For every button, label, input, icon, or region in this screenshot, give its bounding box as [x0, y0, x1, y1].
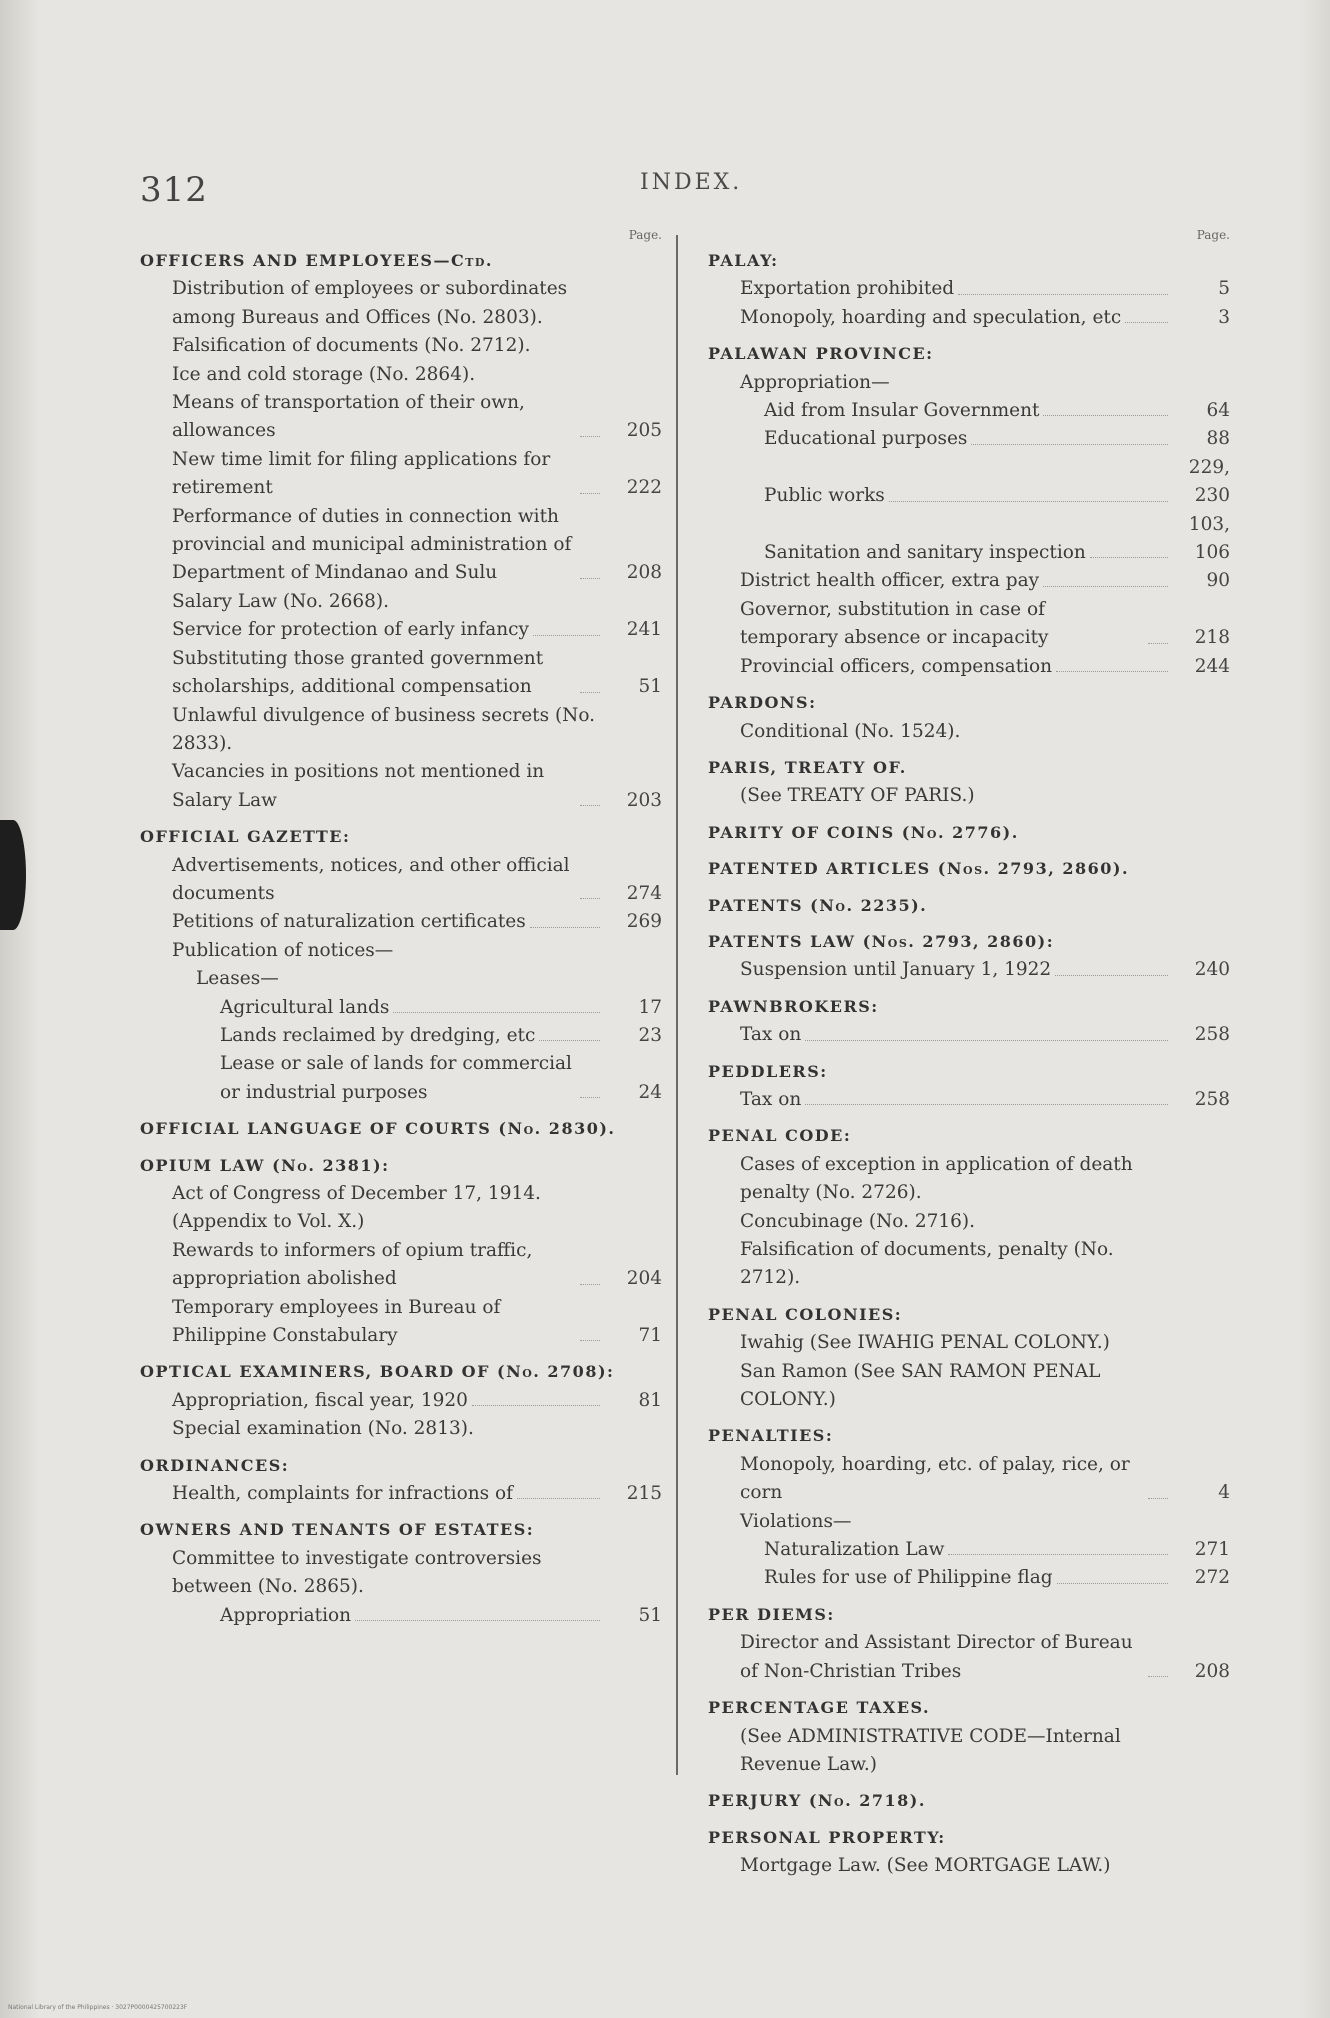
index-subentry: [708, 397, 1230, 425]
index-heading: OFFICIAL LANGUAGE OF COURTS (No. 2830).: [140, 1119, 616, 1139]
leader-dots: [580, 436, 600, 437]
index-subentry: [708, 567, 1230, 595]
subentry-text: New time limit for filing applications for retirement: [172, 448, 551, 499]
page-reference: 3: [1218, 306, 1230, 328]
page-reference: 258: [1194, 1024, 1230, 1046]
page-reference: 24: [638, 1081, 662, 1103]
page-reference: 274: [626, 882, 662, 904]
index-subentry: (See ADMINISTRATIVE CODE—Internal Revenue Law.): [740, 1725, 1121, 1775]
page-reference: 269: [626, 911, 662, 933]
subentry-text: Director and Assistant Director of Bureau of Non-Christian Tribes: [740, 1632, 1133, 1682]
subentry-text: Sanitation and sanitary inspection: [764, 542, 1086, 564]
index-subentry: Committee to investigate controversies between (No. 2865).: [172, 1547, 542, 1598]
index-subentry: [140, 994, 662, 1022]
index-subentry: [140, 1480, 662, 1508]
subentry-text: Appropriation: [220, 1604, 352, 1626]
subentry-text: Means of transportation of their own, allowances: [172, 392, 525, 442]
index-subentry: Falsification of documents (No. 2712).: [172, 335, 531, 357]
index-subentry: Mortgage Law. (See MORTGAGE LAW.): [740, 1855, 1111, 1877]
subentry-text: Lease or sale of lands for commercial or industrial purposes: [220, 1053, 572, 1103]
page-reference: 88: [1206, 428, 1230, 450]
entry-gap: [708, 746, 1230, 754]
leader-dots: [530, 927, 600, 928]
page-shadow-left: [0, 0, 40, 2018]
index-heading: PATENTS (No. 2235).: [708, 895, 928, 915]
index-subentry: Act of Congress of December 17, 1914. (Appendix to Vol. X.): [172, 1183, 541, 1233]
leader-dots: [1148, 1498, 1168, 1499]
entry-gap: [708, 920, 1230, 928]
index-subentry: [708, 1564, 1230, 1592]
page-reference: 208: [1194, 1660, 1230, 1682]
page-reference: 4: [1218, 1482, 1230, 1504]
page-reference: 51: [638, 676, 662, 698]
leader-dots: [889, 501, 1168, 502]
entry-gap: [708, 1779, 1230, 1787]
index-subentry: [140, 1294, 662, 1351]
index-subentry: [140, 503, 662, 588]
column-divider: [676, 235, 678, 1775]
subentry-text: Suspension until January 1, 1922: [740, 959, 1052, 981]
leader-dots: [1055, 975, 1168, 976]
index-heading: PARITY OF COINS (No. 2776).: [708, 822, 1019, 842]
index-heading: PARDONS:: [708, 693, 817, 713]
page-reference: 17: [638, 996, 662, 1018]
leader-dots: [958, 294, 1168, 295]
index-entries-left: [140, 225, 662, 1630]
leader-dots: [580, 805, 600, 806]
leader-dots: [805, 1040, 1168, 1041]
page-shadow-right: [1300, 0, 1330, 2018]
entry-gap: [140, 1107, 662, 1115]
index-subentry: [708, 454, 1230, 511]
index-subentry: Cases of exception in application of death penalty (No. 2726).: [740, 1153, 1133, 1204]
index-heading: OFFICIAL GAZETTE:: [140, 827, 351, 847]
subentry-text: Substituting those granted government scholarships, additional compensation: [172, 647, 544, 698]
subentry-text: Governor, substitution in case of temporary absence or incapacity: [740, 598, 1049, 649]
subentry-text: Naturalization Law: [764, 1539, 945, 1561]
page-reference: 103, 106: [1188, 513, 1230, 564]
index-subentry: [140, 389, 662, 446]
index-subentry: Distribution of employees or subordinates among Bureaus and Offices (No. 2803).: [172, 278, 568, 328]
entry-gap: [708, 1414, 1230, 1422]
page-reference: 272: [1194, 1567, 1230, 1589]
index-subentry: [708, 1629, 1230, 1686]
entry-gap: [140, 1508, 662, 1516]
index-heading: PATENTED ARTICLES (Nos. 2793, 2860).: [708, 859, 1130, 879]
entry-gap: [708, 1293, 1230, 1301]
entry-gap: [708, 1686, 1230, 1694]
page-reference: 258: [1194, 1088, 1230, 1110]
entry-gap: [140, 1350, 662, 1358]
entry-gap: [708, 884, 1230, 892]
entry-gap: [708, 811, 1230, 819]
index-heading: PALAWAN PROVINCE:: [708, 344, 934, 364]
subentry-text: Provincial officers, compensation: [740, 655, 1053, 677]
page-reference: 244: [1194, 655, 1230, 677]
index-subentry: [140, 1022, 662, 1050]
subentry-text: District health officer, extra pay: [740, 570, 1040, 592]
index-subentry: Publication of notices—: [172, 939, 394, 961]
leader-dots: [1125, 322, 1168, 323]
subentry-text: Health, complaints for infractions of: [172, 1483, 513, 1505]
page-reference: 240: [1194, 959, 1230, 981]
index-subentry: Concubinage (No. 2716).: [740, 1210, 976, 1232]
index-subentry: Conditional (No. 1524).: [740, 720, 961, 742]
index-subentry: [708, 511, 1230, 568]
index-subentry: [140, 446, 662, 503]
subentry-text: Petitions of naturalization certificates: [172, 911, 526, 933]
index-heading: PATENTS LAW (Nos. 2793, 2860):: [708, 931, 1055, 951]
index-subentry: Unlawful divulgence of business secrets (No. 2833).: [172, 704, 596, 754]
subentry-text: Advertisements, notices, and other official documents: [172, 854, 570, 904]
index-subentry: [140, 1050, 662, 1107]
subentry-text: Aid from Insular Government: [764, 400, 1040, 422]
footer-credit: National Library of the Philippines · 3027P0000425700223F: [8, 2004, 188, 2011]
page-reference: 71: [638, 1325, 662, 1347]
subentry-text: Public works: [764, 485, 885, 507]
subentry-text: Lands reclaimed by dredging, etc: [220, 1024, 536, 1046]
index-subentry: Special examination (No. 2813).: [172, 1418, 474, 1440]
leader-dots: [580, 692, 600, 693]
leader-dots: [971, 444, 1168, 445]
leader-dots: [580, 898, 600, 899]
subentry-text: Service for protection of early infancy: [172, 619, 529, 641]
index-heading: PAWNBROKERS:: [708, 996, 879, 1016]
index-subentry: [708, 425, 1230, 453]
subentry-text: Rewards to informers of opium traffic, appropriation abolished: [172, 1239, 533, 1290]
leader-dots: [1090, 557, 1168, 558]
page-reference: 81: [638, 1389, 662, 1411]
page-reference: 5: [1218, 278, 1230, 300]
subentry-text: Tax on: [740, 1088, 802, 1110]
index-subentry: (See TREATY OF PARIS.): [740, 785, 975, 807]
page-reference: 229, 230: [1188, 456, 1230, 507]
index-heading: PER DIEMS:: [708, 1604, 835, 1624]
subentry-text: Educational purposes: [764, 428, 968, 450]
leader-dots: [393, 1012, 600, 1013]
subentry-text: Exportation prohibited: [740, 278, 955, 300]
entry-gap: [708, 681, 1230, 689]
index-heading: PENAL COLONIES:: [708, 1304, 903, 1324]
index-subentry: [708, 653, 1230, 681]
leader-dots: [805, 1104, 1168, 1105]
entry-gap: [708, 1593, 1230, 1601]
index-subentry: [140, 1387, 662, 1415]
index-heading: PALAY:: [708, 251, 779, 270]
entry-gap: [708, 985, 1230, 993]
leader-dots: [580, 1097, 600, 1098]
leader-dots: [1148, 1676, 1168, 1677]
index-subentry: San Ramon (See SAN RAMON PENAL COLONY.): [740, 1360, 1101, 1411]
subentry-text: Monopoly, hoarding and speculation, etc: [740, 306, 1122, 328]
subentry-text: Monopoly, hoarding, etc. of palay, rice, or corn: [740, 1453, 1130, 1504]
subentry-text: Rules for use of Philippine flag: [764, 1567, 1053, 1589]
index-heading: PERJURY (No. 2718).: [708, 1791, 926, 1811]
leader-dots: [1057, 1583, 1168, 1584]
page-reference: 222: [626, 477, 662, 499]
entry-gap: [140, 815, 662, 823]
index-heading: PERCENTAGE TAXES.: [708, 1698, 931, 1718]
entry-gap: [708, 332, 1230, 340]
index-subentry: [708, 304, 1230, 332]
subentry-text: Performance of duties in connection with provincial and municipal administration of Department of Mindanao and Sulu: [172, 505, 572, 584]
leader-dots: [580, 578, 600, 579]
page-reference: 204: [626, 1268, 662, 1290]
index-heading: PERSONAL PROPERTY:: [708, 1827, 946, 1847]
index-subentry: Falsification of documents, penalty (No. 2712).: [740, 1239, 1114, 1289]
leader-dots: [539, 1040, 600, 1041]
index-subentry: Salary Law (No. 2668).: [172, 590, 390, 612]
page-column-header: Page.: [628, 228, 662, 242]
index-heading: OPIUM LAW (No. 2381):: [140, 1155, 390, 1175]
leader-dots: [533, 635, 600, 636]
index-heading: OPTICAL EXAMINERS, BOARD OF (No. 2708):: [140, 1362, 615, 1382]
index-subentry: [140, 852, 662, 909]
index-subentry: [708, 1021, 1230, 1049]
leader-dots: [1043, 415, 1168, 416]
index-subentry: [140, 758, 662, 815]
index-subentry: [708, 1451, 1230, 1508]
index-subentry: [708, 956, 1230, 984]
leader-dots: [580, 1340, 600, 1341]
leader-dots: [948, 1554, 1168, 1555]
entry-gap: [708, 1050, 1230, 1058]
index-subentry: [140, 616, 662, 644]
page-reference: 215: [626, 1483, 662, 1505]
index-heading: ORDINANCES:: [140, 1455, 290, 1475]
index-column-right: [708, 225, 1230, 1881]
subentry-text: Vacancies in positions not mentioned in Salary Law: [172, 761, 545, 811]
leader-dots: [1056, 671, 1168, 672]
index-subentry: Violations—: [740, 1510, 852, 1532]
index-subentry: [708, 275, 1230, 303]
page-reference: 64: [1206, 400, 1230, 422]
index-subentry: [140, 1237, 662, 1294]
page-reference: 271: [1194, 1539, 1230, 1561]
index-heading: PARIS, TREATY OF.: [708, 757, 907, 777]
page-reference: 218: [1194, 627, 1230, 649]
page-reference: 205: [626, 420, 662, 442]
entry-gap: [140, 1444, 662, 1452]
page-number: 312: [140, 170, 208, 210]
subentry-text: Agricultural lands: [220, 996, 390, 1018]
entry-gap: [708, 1816, 1230, 1824]
leader-dots: [355, 1620, 600, 1621]
index-heading: PENALTIES:: [708, 1426, 834, 1446]
leader-dots: [580, 493, 600, 494]
subentry-text: Appropriation, fiscal year, 1920: [172, 1389, 468, 1411]
entry-gap: [708, 1114, 1230, 1122]
page-reference: 90: [1206, 570, 1230, 592]
index-subentry: Ice and cold storage (No. 2864).: [172, 363, 476, 385]
entry-gap: [708, 847, 1230, 855]
index-subentry: [140, 1602, 662, 1630]
leader-dots: [472, 1405, 600, 1406]
index-heading: OFFICERS AND EMPLOYEES—Ctd.: [140, 251, 493, 270]
index-column-left: [140, 225, 662, 1630]
entry-gap: [140, 1144, 662, 1152]
leader-dots: [517, 1498, 600, 1499]
index-entries-right: [708, 225, 1230, 1881]
index-subentry: [140, 908, 662, 936]
index-subentry: Iwahig (See IWAHIG PENAL COLONY.): [740, 1332, 1110, 1354]
index-subentry: Leases—: [196, 968, 279, 990]
page-column-header: Page.: [1196, 228, 1230, 242]
running-head: INDEX.: [640, 170, 743, 195]
binding-edge-mark: [0, 820, 26, 930]
subentry-text: Temporary employees in Bureau of Philippine Constabulary: [172, 1296, 501, 1347]
index-heading: OWNERS AND TENANTS OF ESTATES:: [140, 1520, 535, 1540]
index-heading: PENAL CODE:: [708, 1126, 852, 1146]
leader-dots: [580, 1284, 600, 1285]
leader-dots: [1043, 586, 1168, 587]
index-subentry: [708, 1536, 1230, 1564]
page-reference: 203: [626, 789, 662, 811]
index-heading: PEDDLERS:: [708, 1061, 828, 1081]
page-reference: 23: [638, 1024, 662, 1046]
index-subentry: [708, 1086, 1230, 1114]
index-subentry: [140, 645, 662, 702]
page-reference: 51: [638, 1604, 662, 1626]
index-subentry: [708, 596, 1230, 653]
index-subentry: Appropriation—: [740, 371, 890, 393]
page-reference: 241: [626, 619, 662, 641]
subentry-text: Tax on: [740, 1024, 802, 1046]
page-reference: 208: [626, 562, 662, 584]
leader-dots: [1148, 643, 1168, 644]
